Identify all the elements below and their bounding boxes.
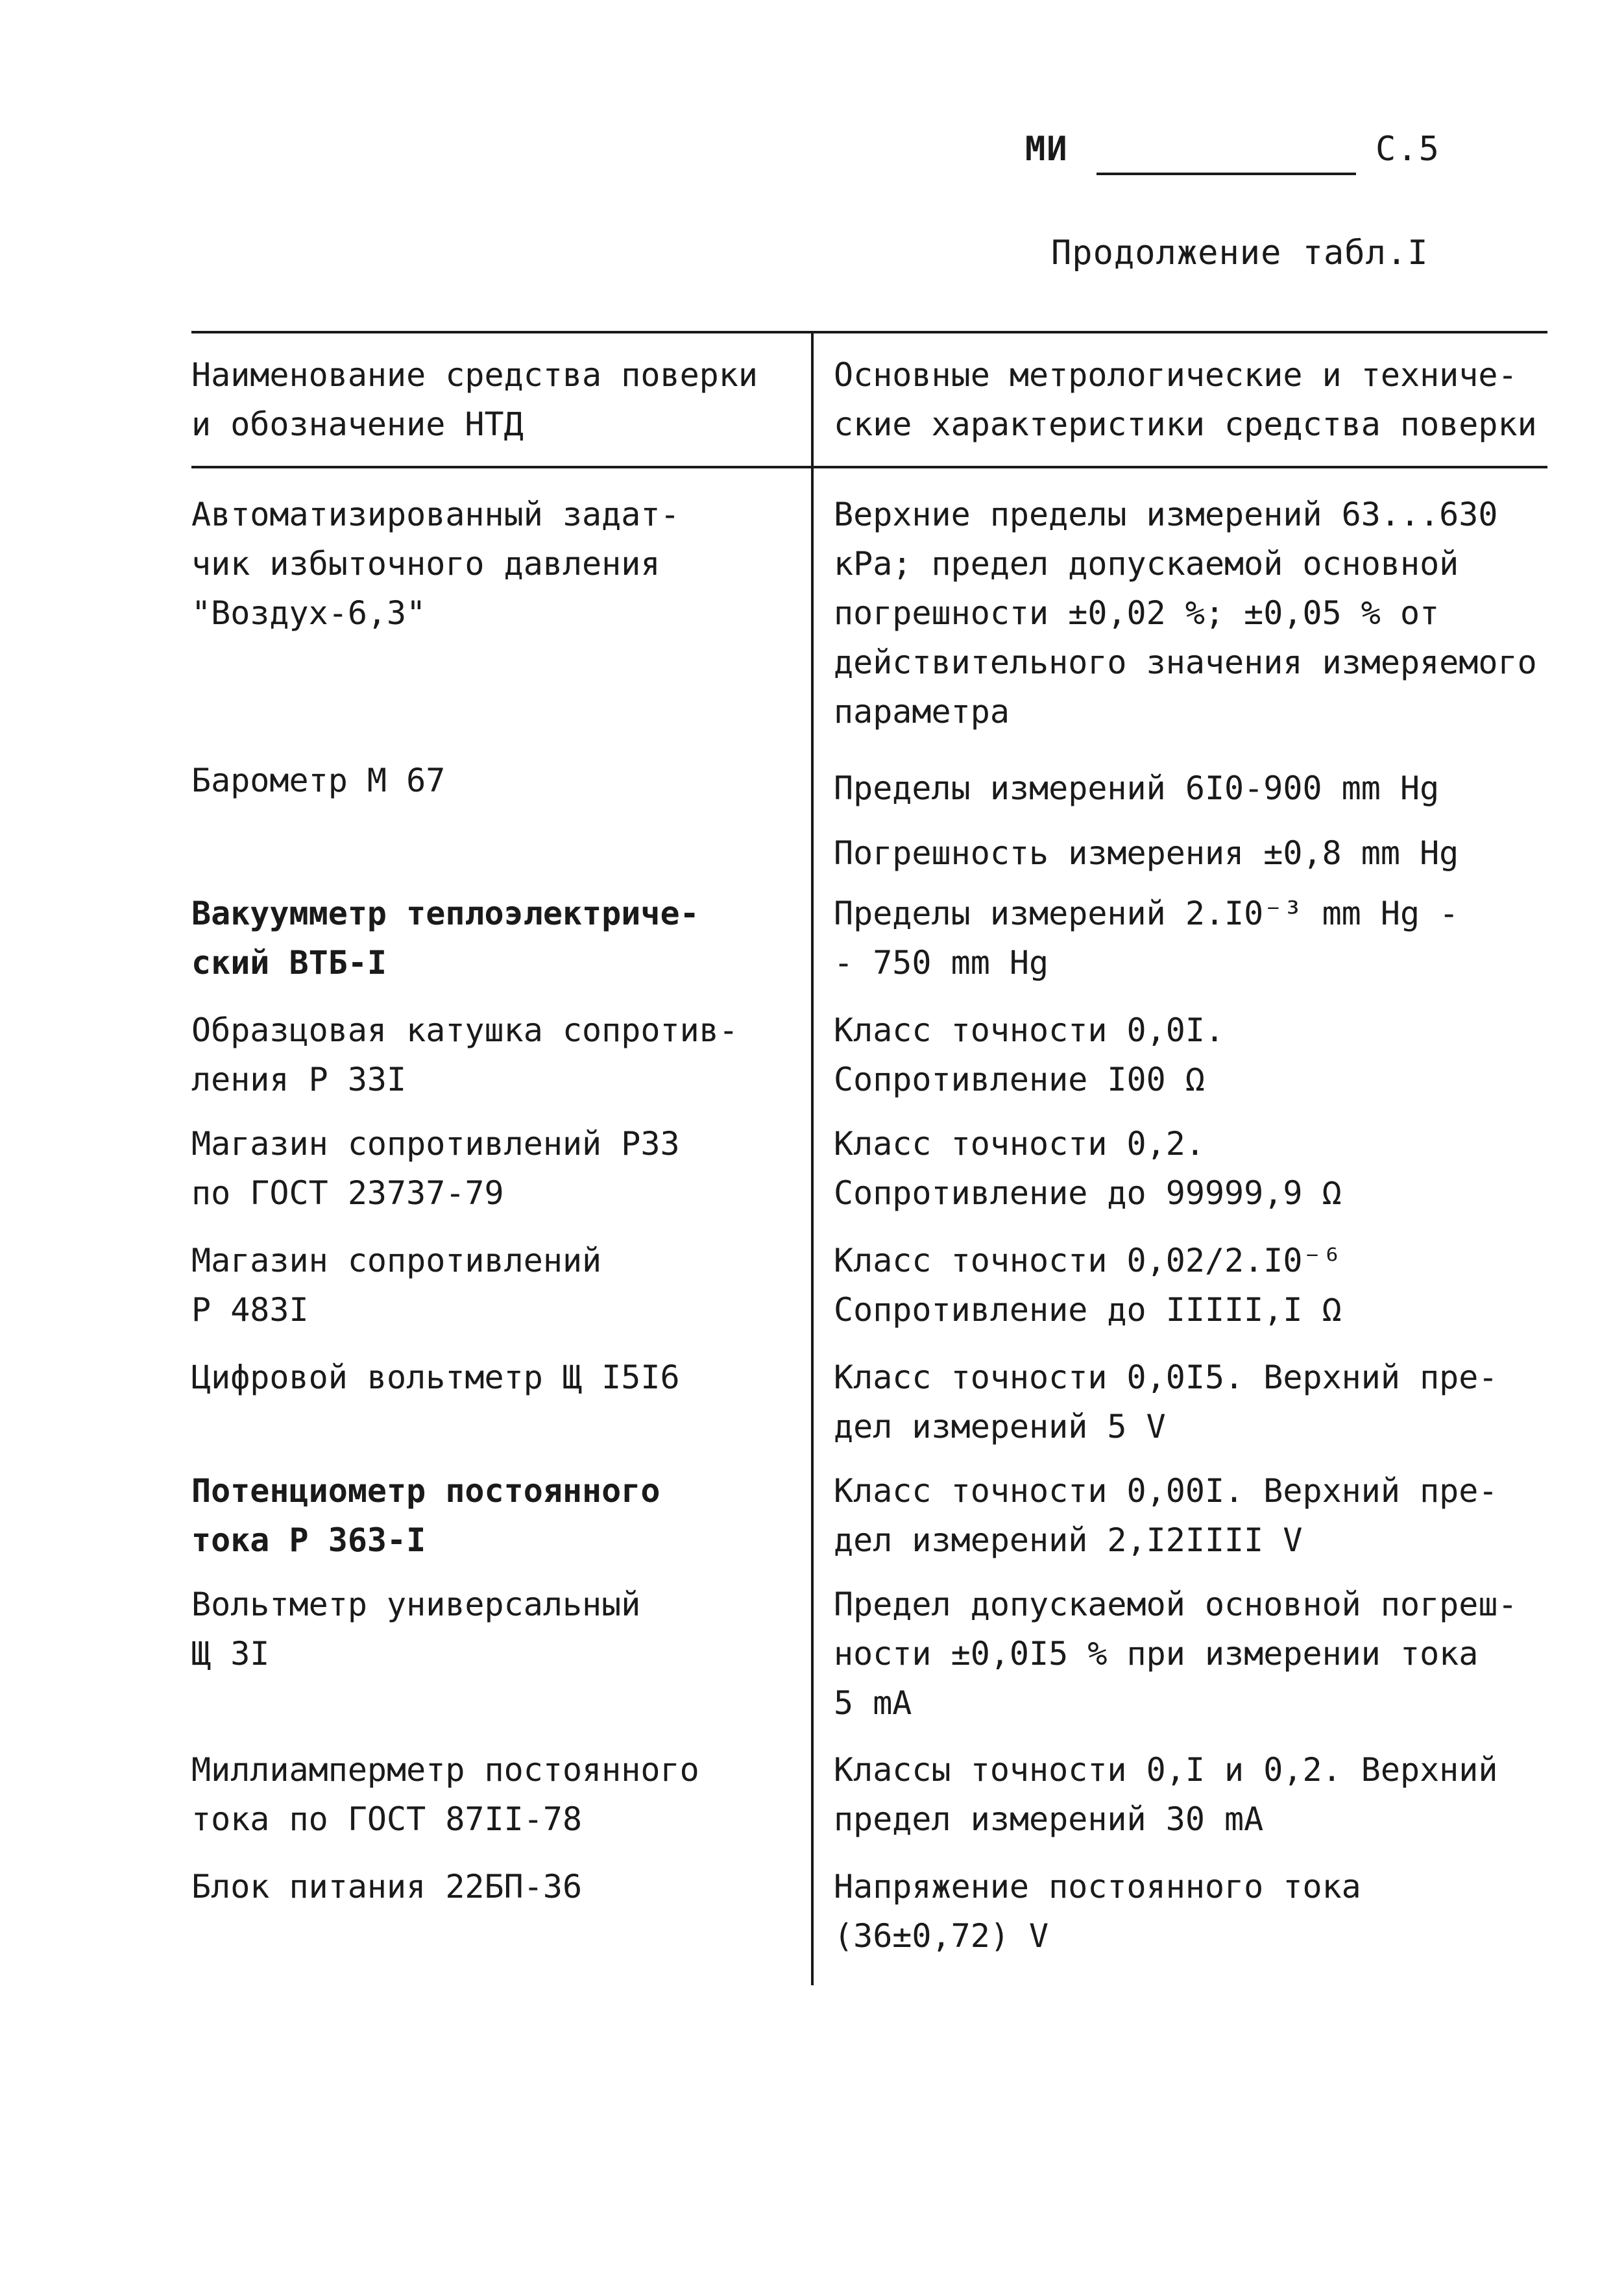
instrument-spec: Классы точности 0,I и 0,2. Верхний предел измерений 30 mA xyxy=(834,1751,1498,1838)
instrument-spec: Пределы измерений 6I0-900 mm Hg Погрешность измерения ±0,8 mm Hg xyxy=(834,769,1459,872)
instrument-name: Цифровой вольтметр Щ I5I6 xyxy=(191,1359,680,1396)
instrument-name: Вольтметр универсальный Щ 3I xyxy=(191,1586,641,1673)
instrument-spec: Верхние пределы измерений 63...630 кРа; предел допускаемой основной погрешности ±0,02 %; ±0,05 % от действительного значения измеряемого параметра xyxy=(834,496,1537,731)
instrument-name: Потенциометр постоянного тока Р 363-I xyxy=(191,1472,661,1559)
instrument-name: Вакуумметр теплоэлектриче- ский ВТБ-I xyxy=(191,895,699,982)
header-bottom-rule xyxy=(191,466,1547,468)
instrument-spec: Класс точности 0,2. Сопротивление до 99999,9 Ω xyxy=(834,1125,1342,1212)
column-header-name: Наименование средства поверки и обозначение НТД xyxy=(191,356,758,443)
instrument-name: Образцовая катушка сопротив- ления Р 33I xyxy=(191,1011,738,1098)
instrument-name: Магазин сопротивлений Р33 по ГОСТ 23737-79 xyxy=(191,1125,680,1212)
instrument-name: Миллиамперметр постоянного тока по ГОСТ 87II-78 xyxy=(191,1751,699,1838)
instrument-spec: Предел допускаемой основной погреш- ности ±0,0I5 % при измерении тока 5 mA xyxy=(834,1586,1518,1722)
instrument-spec: Класс точности 0,02/2.I0⁻⁶ Сопротивление до IIIII,I Ω xyxy=(834,1242,1342,1329)
instrument-spec: Напряжение постоянного тока (36±0,72) V xyxy=(834,1868,1361,1955)
column-header-characteristics: Основные метрологические и техниче- ские характеристики средства поверки xyxy=(834,356,1537,443)
instrument-spec: Класс точности 0,0I5. Верхний пре- дел измерений 5 V xyxy=(834,1359,1498,1445)
instrument-name: Барометр М 67 xyxy=(191,762,446,799)
doc-code: МИ xyxy=(1025,130,1069,169)
instrument-name: Блок питания 22БП-36 xyxy=(191,1868,583,1905)
instrument-spec: Класс точности 0,00I. Верхний пре- дел измерений 2,I2IIII V xyxy=(834,1472,1498,1559)
page-number: С.5 xyxy=(1376,130,1440,169)
instrument-name: Автоматизированный задат- чик избыточного давления "Воздух-6,3" xyxy=(191,496,680,632)
table-continuation-label: Продолжение табл.I xyxy=(1051,234,1429,272)
instrument-name: Магазин сопротивлений Р 483I xyxy=(191,1242,602,1329)
instrument-spec: Пределы измерений 2.I0⁻³ mm Hg - - 750 mm Hg xyxy=(834,895,1459,982)
column-divider xyxy=(811,331,814,1985)
doc-number-blank-line xyxy=(1097,173,1356,175)
table-top-rule xyxy=(191,331,1547,333)
instrument-spec: Класс точности 0,0I. Сопротивление I00 Ω xyxy=(834,1011,1225,1098)
